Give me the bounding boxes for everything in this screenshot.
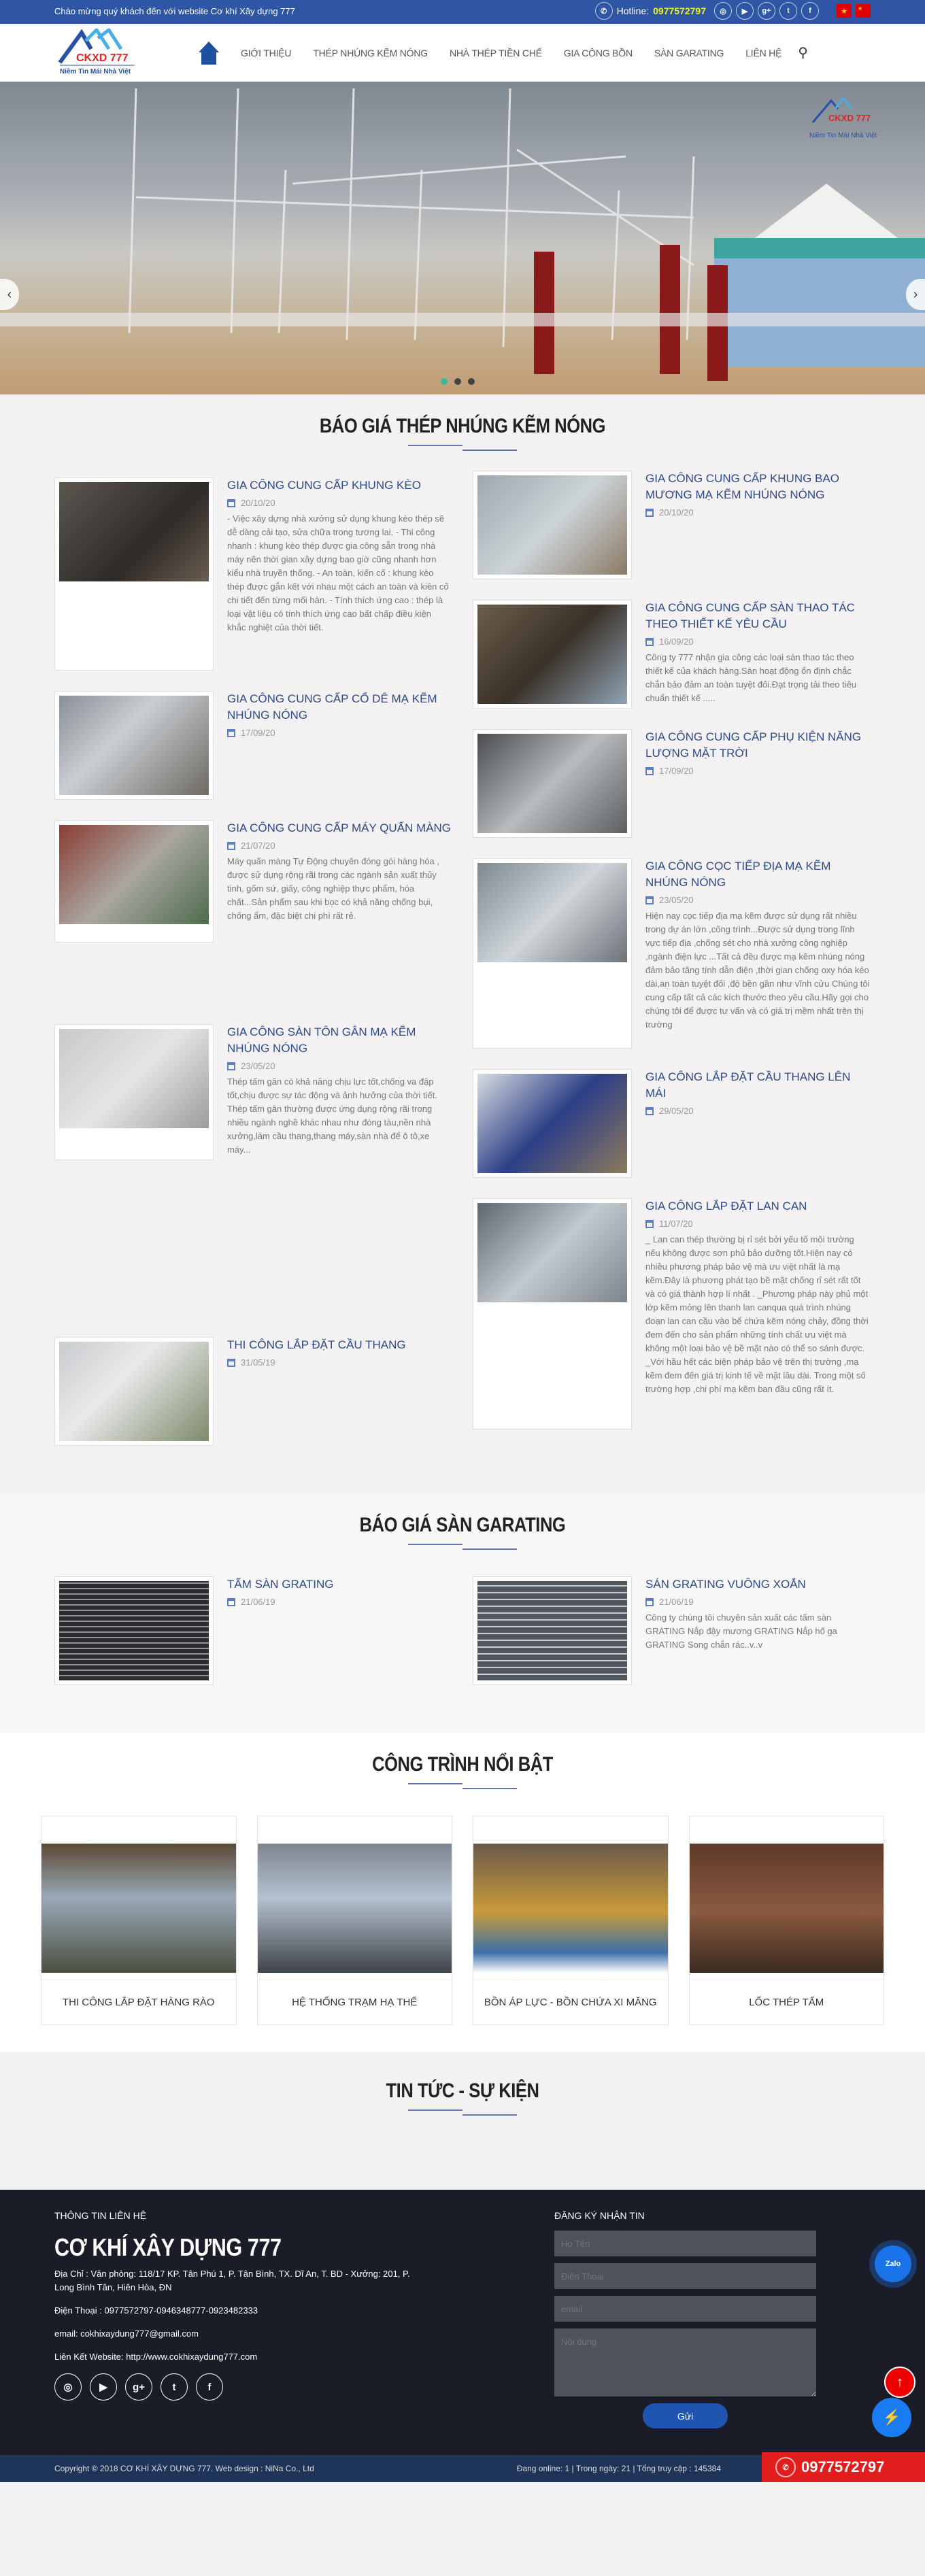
calendar-icon	[227, 1359, 235, 1367]
calendar-icon	[227, 1598, 235, 1606]
youtube-icon[interactable]: ▶	[736, 2, 754, 20]
post-title[interactable]: GIA CÔNG LẮP ĐẶT LAN CAN	[645, 1200, 807, 1213]
slider-dot-3[interactable]	[468, 378, 475, 385]
hotline-number[interactable]: 0977572797	[653, 5, 706, 16]
google-plus-icon[interactable]: g+	[125, 2373, 152, 2401]
hotline[interactable]: ✆ Hotline: 0977572797	[595, 2, 706, 20]
post-title[interactable]: GIA CÔNG CUNG CẤP MÁY QUẤN MÀNG	[227, 821, 452, 834]
post-excerpt: _ Lan can thép thường bị rỉ sét bởi yếu tố môi trường nếu không được sơn phủ bảo dưỡng tốt.Hiện nay có nhiều phương pháp bảo vệ mà ưu việt nhất là mạ kẽm.Đây là phương phát tạo bề mặt chống rỉ sét rất tốt và có giá thành hợp lí nhất . _Phương pháp này phủ một lớp kẽm mỏng lên thanh lan canqua quá trình nhúng đoạn lan can cầu vào bể chứa kẽm nóng chảy, đồng thời đem đến cho sản phẩm những tính chất ưu việt mà không một loại bảo vệ bề mặt nào có thể so sánh được. _Với hầu hết các biện pháp bảo vệ trên thị trường ,mạ kẽm đem đến giá trị kinh tế về mặt lâu dài. Trong một số trường hợp ,chi phí mạ kẽm ban đầu cũng rất ít.	[645, 1234, 869, 1394]
calendar-icon	[645, 509, 654, 517]
logo[interactable]	[54, 29, 156, 78]
slider-prev-button[interactable]: ‹	[0, 279, 19, 310]
home-icon[interactable]	[197, 40, 220, 66]
slider-dots	[441, 378, 475, 385]
post-excerpt: Công ty 777 nhận gia công các loại sàn thao tác theo thiết kế của khách hàng.Sàn hoạt động ổn định chắc chắn bảo đảm an toàn tuyệt đối.Đạt trọng tải theo tiêu chuẩn thiết kế .....	[645, 652, 857, 703]
post-item[interactable]	[473, 1198, 871, 1429]
project-image[interactable]	[41, 1816, 236, 1980]
calendar-icon	[645, 638, 654, 646]
post-item[interactable]	[473, 729, 871, 838]
phone-input[interactable]	[554, 2263, 816, 2289]
post-thumbnail[interactable]	[54, 691, 214, 800]
calendar-icon	[645, 767, 654, 775]
section-title: TIN TỨC - SỰ KIỆN	[386, 2080, 539, 2102]
post-date: 23/05/20	[659, 895, 694, 905]
newsletter-form	[554, 2210, 816, 2428]
post-thumbnail[interactable]	[54, 1024, 214, 1160]
post-title[interactable]: SÁN GRATING VUÔNG XOẮN	[645, 1578, 806, 1591]
newsletter-heading: ĐĂNG KÝ NHẬN TIN	[554, 2210, 645, 2221]
post-item[interactable]	[473, 1069, 871, 1178]
post-excerpt: Hiện nay cọc tiếp địa mạ kẽm được sử dụng rất nhiều trong dự án lớn ,công trình...Được sử dụng trong lĩnh vực tiếp địa ,chống sét cho nhà xưởng công nghiệp ,ngành điện lực ...Tất cả đều được mạ kẽm nhúng nóng đảm bảo tăng tính dẫn điện ,thời gian chống oxy hóa kéo dài,an toàn tuyệt đối ,độ bền gần như vĩnh cửu Chúng tôi cung cấp tất cả các kích thước theo yêu cầu.Hãy gọi cho chúng tôi để được tư vấn và có giá trị mềm nhất trên thị trường	[645, 911, 870, 1030]
post-title[interactable]: GIA CÔNG CUNG CẤP KHUNG KÈO	[227, 479, 421, 492]
post-item[interactable]	[54, 1024, 452, 1160]
phone-icon: ✆	[775, 2457, 796, 2477]
svg-text:CKXD 777: CKXD 777	[828, 113, 871, 123]
post-thumbnail[interactable]	[473, 471, 632, 579]
post-date: 21/06/19	[241, 1597, 275, 1607]
post-date: 16/09/20	[659, 637, 694, 647]
project-label[interactable]: BỒN ÁP LỰC - BỒN CHỨA XI MĂNG	[473, 1980, 668, 2024]
top-bar	[0, 0, 925, 24]
post-date: 17/09/20	[241, 728, 275, 738]
footer-phone: Điện Thoại : 0977572797-0946348777-0923482333	[54, 2305, 258, 2316]
youtube-icon[interactable]: ▶	[90, 2373, 117, 2401]
instagram-icon[interactable]: ◎	[714, 2, 732, 20]
post-title[interactable]: THI CÔNG LẮP ĐẶT CẦU THANG	[227, 1338, 406, 1351]
header	[0, 24, 925, 82]
project-label[interactable]: THI CÔNG LẮP ĐẶT HÀNG RÀO	[41, 1980, 236, 2024]
title-underline	[408, 2109, 517, 2116]
logo-roof-icon	[54, 29, 156, 78]
nav-thep-nhung-kem-nong[interactable]: THÉP NHÚNG KẼM NÓNG	[313, 47, 428, 58]
post-excerpt: Thép tấm gân có khả năng chịu lực tốt,chống va đập tốt,chịu được sự tác động và ảnh hưởng của thời tiết. Thép tấm gân thường được ứng dụng rộng rãi trong nhiều ngành nghề khác nhau như đóng tàu,nền nhà xưởng,làm cầu thang,thang máy,sàn nhà để ô tô,xe máy...	[227, 1077, 437, 1155]
flag-china-icon[interactable]: ★	[856, 4, 871, 18]
post-thumbnail[interactable]	[54, 820, 214, 943]
post-thumbnail[interactable]	[473, 729, 632, 838]
contact-heading: THÔNG TIN LIÊN HỆ	[54, 2210, 147, 2221]
welcome-text: Chào mừng quý khách đến với website Cơ khí Xây dựng 777	[54, 5, 295, 16]
footer-website: Liên Kết Website: http://www.cokhixaydung777.com	[54, 2352, 258, 2362]
post-excerpt: Công ty chúng tôi chuyên sản xuất các tấm sàn GRATING Nắp đậy mương GRATING Nắp hố ga GRATING Song chắn rác..v..v	[645, 1612, 837, 1650]
post-date: 20/10/20	[659, 507, 694, 518]
post-title[interactable]: TẤM SÀN GRATING	[227, 1578, 334, 1591]
left-column	[54, 477, 452, 1466]
google-plus-icon[interactable]: g+	[758, 2, 775, 20]
copyright-text: Copyright © 2018 CƠ KHÍ XÂY DỰNG 777. Web design : NiNa Co., Ltd	[54, 2464, 314, 2473]
slider-dot-1[interactable]	[441, 378, 448, 385]
name-input[interactable]	[554, 2231, 816, 2256]
project-card[interactable]	[257, 1816, 453, 2025]
project-card[interactable]	[689, 1816, 885, 2025]
post-thumbnail[interactable]	[473, 1069, 632, 1178]
hotline-float-bar[interactable]	[762, 2452, 925, 2482]
email-input[interactable]	[554, 2296, 816, 2322]
nav-gioi-thieu[interactable]: GIỚI THIỆU	[241, 47, 292, 58]
section-title: CÔNG TRÌNH NỔI BẬT	[372, 1753, 553, 1776]
post-thumbnail[interactable]	[54, 1337, 214, 1446]
project-card[interactable]	[473, 1816, 669, 2025]
search-icon[interactable]: ⚲	[798, 46, 808, 61]
scroll-top-button[interactable]: ↑	[884, 2367, 915, 2398]
post-item[interactable]	[473, 858, 871, 1049]
post-title[interactable]: GIA CÔNG LẮP ĐẶT CẦU THANG LÊN MÁI	[645, 1070, 851, 1100]
main-nav	[197, 40, 808, 66]
footer-email: email: cokhixaydung777@gmail.com	[54, 2328, 199, 2339]
post-date: 23/05/20	[241, 1061, 275, 1071]
nav-lien-he[interactable]: LIÊN HỆ	[745, 47, 782, 58]
slider-dot-2[interactable]	[454, 378, 461, 385]
footer	[0, 2190, 925, 2455]
project-card[interactable]	[41, 1816, 237, 2025]
post-date: 21/06/19	[659, 1597, 694, 1607]
calendar-icon	[227, 499, 235, 507]
post-item[interactable]	[54, 820, 452, 943]
svg-text:Niềm Tin Mái Nhà Việt: Niềm Tin Mái Nhà Việt	[60, 67, 131, 75]
slider-next-button[interactable]: ›	[906, 279, 925, 310]
section-title: BÁO GIÁ THÉP NHÚNG KẼM NÓNG	[319, 415, 606, 437]
post-thumbnail[interactable]	[473, 600, 632, 709]
calendar-icon	[645, 1220, 654, 1228]
post-title[interactable]: GIA CÔNG CUNG CẤP KHUNG BAO MƯƠNG MẠ KẼM NHÚNG NÓNG	[645, 472, 839, 501]
post-excerpt: Máy quấn màng Tự Động chuyên đóng gói hàng hóa , được sử dụng rộng rãi trong các ngành sản xuất thủy tinh, gốm sứ, giấy, công nghiệp thực phẩm, hóa chất...Sản phẩm sau khi bọc có khả năng chống bụi, chống ẩm, đặc biệt chi phí rất rẻ.	[227, 856, 440, 921]
project-image[interactable]	[473, 1816, 668, 1980]
flag-vietnam-icon[interactable]: ★	[837, 4, 852, 18]
calendar-icon	[227, 842, 235, 850]
submit-button[interactable]: Gửi	[643, 2403, 728, 2428]
post-date: 21/07/20	[241, 841, 275, 851]
post-excerpt: - Việc xây dựng nhà xưởng sử dụng khung kèo thép sẽ dễ dàng cải tạo, sửa chữa trong tương lai. - Thi công nhanh : khung kèo thép được gia công sẵn trong nhà máy nên thời gian xây dựng bao giờ cũng nhanh hơn kiểu nhà truyền thống. - An toàn, kiến cố : khung kèo thép được gắn kết với nhau một cách an toàn và kiên cố chi tiết đến từng mối hàn. - Tính thích ứng cao : thép là loại vật liệu có tính thích ứng cao bất chấp điều kiện khắc nghiệt của thời tiết.	[227, 513, 449, 632]
post-date: 17/09/20	[659, 766, 694, 776]
project-image[interactable]	[690, 1816, 884, 1980]
calendar-icon	[645, 896, 654, 904]
calendar-icon	[227, 729, 235, 737]
facebook-icon[interactable]: f	[801, 2, 819, 20]
footer-contact	[54, 2210, 422, 2428]
project-label[interactable]: LỐC THÉP TẤM	[690, 1980, 884, 2024]
slider-image	[0, 82, 925, 394]
facebook-icon[interactable]: f	[196, 2373, 223, 2401]
hero-slider	[0, 82, 925, 394]
title-underline	[408, 1783, 517, 1790]
post-title[interactable]: GIA CÔNG CỌC TIẾP ĐỊA MẠ KẼM NHÚNG NÓNG	[645, 860, 831, 889]
post-thumbnail[interactable]	[54, 1576, 214, 1685]
post-title[interactable]: GIA CÔNG SÀN TÔN GÂN MẠ KẼM NHÚNG NÓNG	[227, 1026, 416, 1055]
zalo-button[interactable]: Zalo	[875, 2245, 911, 2282]
section-tin-tuc	[0, 2052, 925, 2190]
post-item[interactable]	[473, 471, 871, 579]
footer-address: Địa Chỉ : Văn phòng: 118/17 KP. Tân Phú 1, P. Tân Bình, TX. Dĩ An, T. BD - Xưởng: 201, P. Long Bình Tân, Hiên Hòa, ĐN	[54, 2269, 410, 2292]
project-label[interactable]: HỆ THỐNG TRẠM HẠ THẾ	[258, 1980, 452, 2024]
post-item[interactable]	[473, 600, 871, 709]
post-thumbnail[interactable]	[473, 1198, 632, 1429]
section-title: BÁO GIÁ SÀN GARATING	[359, 1514, 566, 1536]
title-underline	[408, 445, 517, 452]
post-item[interactable]	[54, 691, 452, 800]
nav-gia-cong-bon[interactable]: GIA CÔNG BỒN	[563, 47, 633, 58]
title-underline	[408, 1544, 517, 1550]
post-title[interactable]: GIA CÔNG CUNG CẤP SÀN THAO TÁC THEO THIẾT KẾ YÊU CẦU	[645, 601, 855, 630]
post-thumbnail[interactable]	[473, 858, 632, 1049]
section-cong-trinh-noi-bat	[0, 1733, 925, 2052]
nav-nha-thep-tien-che[interactable]: NHÀ THÉP TIỀN CHẾ	[449, 47, 542, 58]
visitor-stats: Đang online: 1 | Trong ngày: 21 | Tổng truy cập : 145384	[516, 2464, 721, 2473]
messenger-button[interactable]: ⚡	[872, 2398, 911, 2437]
phone-icon: ✆	[595, 2, 613, 20]
section-san-garating	[0, 1493, 925, 1733]
svg-text:CKXD 777: CKXD 777	[76, 52, 129, 64]
post-item[interactable]	[54, 1337, 452, 1446]
post-date: 29/05/20	[659, 1106, 694, 1116]
nav-san-garating[interactable]: SÀN GARATING	[654, 47, 724, 58]
content-textarea[interactable]	[554, 2328, 816, 2396]
post-date: 20/10/20	[241, 498, 275, 508]
post-item[interactable]	[54, 477, 452, 671]
instagram-icon[interactable]: ◎	[54, 2373, 82, 2401]
post-date: 31/05/19	[241, 1357, 275, 1368]
post-item[interactable]	[473, 1576, 871, 1685]
post-item[interactable]	[54, 1576, 452, 1685]
post-date: 11/07/20	[659, 1219, 693, 1229]
footer-brand: CƠ KHÍ XÂY DỰNG 777	[54, 2233, 282, 2261]
hotline-float-number[interactable]: 0977572797	[801, 2458, 885, 2475]
calendar-icon	[645, 1107, 654, 1115]
calendar-icon	[227, 1062, 235, 1070]
post-thumbnail[interactable]	[473, 1576, 632, 1685]
right-column	[473, 472, 871, 1466]
post-title[interactable]: GIA CÔNG CUNG CẤP PHỤ KIỆN NĂNG LƯỢNG MẶT TRỜI	[645, 730, 862, 760]
twitter-icon[interactable]: t	[161, 2373, 188, 2401]
post-title[interactable]: GIA CÔNG CUNG CẤP CỔ DÊ MẠ KẼM NHÚNG NÓNG	[227, 692, 437, 722]
section-thep-nhung-kem	[0, 394, 925, 1493]
project-image[interactable]	[258, 1816, 452, 1980]
calendar-icon	[645, 1598, 654, 1606]
twitter-icon[interactable]: t	[779, 2, 797, 20]
post-thumbnail[interactable]	[54, 477, 214, 671]
svg-text:Niềm Tin Mái Nhà Việt: Niềm Tin Mái Nhà Việt	[809, 132, 877, 139]
